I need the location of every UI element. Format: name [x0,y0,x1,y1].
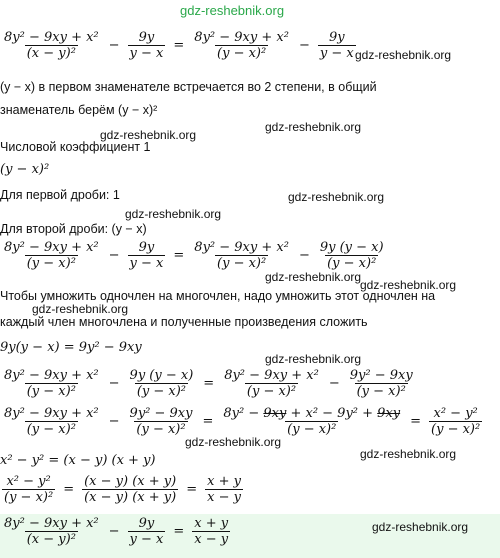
watermark: gdz-reshebnik.org [265,270,362,284]
watermark: gdz-reshebnik.org [288,190,385,204]
watermark: gdz-reshebnik.org [265,352,362,366]
watermark: gdz-reshebnik.org [32,302,129,316]
fraction: $\frac{\text{8y² − 9xy + x²}}{\text{(y − x)²}}$ [194,240,289,271]
watermark: gdz-reshebnik.org [360,447,457,461]
math-line: x² − y² = (x − y) (x + y) [0,453,156,468]
fraction: $\frac{9y}{y - x}$ [319,30,354,61]
fraction: $\frac{9y (y - x)}{\text{(y − x)²}}$ [129,368,194,399]
text-line: Числовой коэффициент 1 [0,140,151,154]
equation-row-2: $\frac{\text{8y² − 9xy + x²}}{\text{(y − x)²}}$ − $\frac{9y}{y - x}$ = $\frac{\text{8y² − 9xy + x²}}{\text{(y − x)²}}$ − $\frac{9y (y - x)}{\text{(y − x)²}}$ [4,240,384,271]
fraction: $\frac{\text{9y² − 9xy}}{\text{(y − x)²}}$ [129,406,193,437]
fraction: $\frac{\text{x² − y²}}{\text{(y − x)²}}$ [431,406,481,437]
text-line: Чтобы умножить одночлен на многочлен, надо умножить этот одночлен на [0,289,436,303]
fraction: $\frac{(x - y) (x + y)}{(x - y) (x + y)}$ [84,474,177,505]
fraction: $\frac{\text{8y² − 9xy + x²}}{\text{(y − x)²}}$ [224,368,319,399]
equation-row-final: $\frac{\text{8y² − 9xy + x²}}{\text{(x − y)²}}$ − $\frac{9y}{y - x}$ = $\frac{x + y}{x - y}$ [4,516,229,547]
watermark: gdz-reshebnik.org [265,120,362,134]
watermark: gdz-reshebnik.org [355,48,452,62]
fraction: $\frac{\text{8y² − 9xy + x² − 9y² + 9xy}}{\text{(y − x)²}}$ [223,406,401,437]
watermark: gdz-reshebnik.org [100,128,197,142]
fraction: $\frac{\text{8y² − 9xy + x²}}{\text{(y − x)²}}$ [4,240,99,271]
fraction: $\frac{9y (y - x)}{\text{(y − x)²}}$ [319,240,384,271]
fraction: $\frac{\text{8y² − 9xy + x²}}{\text{(y − x)²}}$ [194,30,289,61]
fraction: $\frac{9y}{y - x}$ [129,30,164,61]
text-line: знаменатель берём (y − x)² [0,103,158,117]
fraction: $\frac{9y}{y - x}$ [129,240,164,271]
watermark: gdz-reshebnik.org [372,520,469,534]
fraction: $\frac{\text{8y² − 9xy + x²}}{\text{(x − y)²}}$ [4,30,99,61]
text-line: каждый член многочлена и полученные произведения сложить [0,315,368,329]
watermark: gdz-reshebnik.org [125,207,222,221]
watermark: gdz-reshebnik.org [360,278,457,292]
equation-row-5: $\frac{\text{x² − y²}}{\text{(y − x)²}}$ = $\frac{(x - y) (x + y)}{(x - y) (x + y)}$ = $\frac{x + y}{x - y}$ [4,474,241,505]
fraction: $\frac{\text{8y² − 9xy + x²}}{\text{(y − x)²}}$ [4,406,99,437]
math-line: 9y(y − x) = 9y² − 9xy [0,340,142,355]
fraction: $\frac{x + y}{x - y}$ [194,516,229,547]
math-line: (y − x)² [0,162,50,177]
text-line: (y − x) в первом знаменателе встречается во 2 степени, в общий [0,80,377,94]
watermark-top: gdz-reshebnik.org [180,3,285,18]
text-line: Для первой дроби: 1 [0,188,120,202]
equation-row-3: $\frac{\text{8y² − 9xy + x²}}{\text{(y − x)²}}$ − $\frac{9y (y - x)}{\text{(y − x)²}}$ = $\frac{\text{8y² − 9xy + x²}}{\text{(y − x)²}}$ − $\frac{\text{9y² − 9xy}}{\text{(y − x)²}}$ [4,368,413,399]
fraction: $\frac{\text{9y² − 9xy}}{\text{(y − x)²}}$ [349,368,413,399]
equation-row-4: $\frac{\text{8y² − 9xy + x²}}{\text{(y − x)²}}$ − $\frac{\text{9y² − 9xy}}{\text{(y − x)²}}$ = $\frac{\text{8y² − 9xy + x² − 9y² + 9xy}}{\text{(y − x)²}}$ = $\frac{\text{x² − y²}}{\text{(y − x)²}}$ [4,406,481,437]
fraction: $\frac{x + y}{x - y}$ [207,474,241,505]
fraction: $\frac{\text{8y² − 9xy + x²}}{\text{(y − x)²}}$ [4,368,99,399]
fraction: $\frac{\text{x² − y²}}{\text{(y − x)²}}$ [4,474,54,505]
equation-row-1: $\frac{\text{8y² − 9xy + x²}}{\text{(x − y)²}}$ − $\frac{9y}{y - x}$ = $\frac{\text{8y² − 9xy + x²}}{\text{(y − x)²}}$ − $\frac{9y}{y - x}$ [4,30,354,61]
watermark: gdz-reshebnik.org [185,435,282,449]
text-line: Для второй дроби: (y − x) [0,222,147,236]
fraction: $\frac{9y}{y - x}$ [129,516,164,547]
fraction: $\frac{\text{8y² − 9xy + x²}}{\text{(x − y)²}}$ [4,516,99,547]
